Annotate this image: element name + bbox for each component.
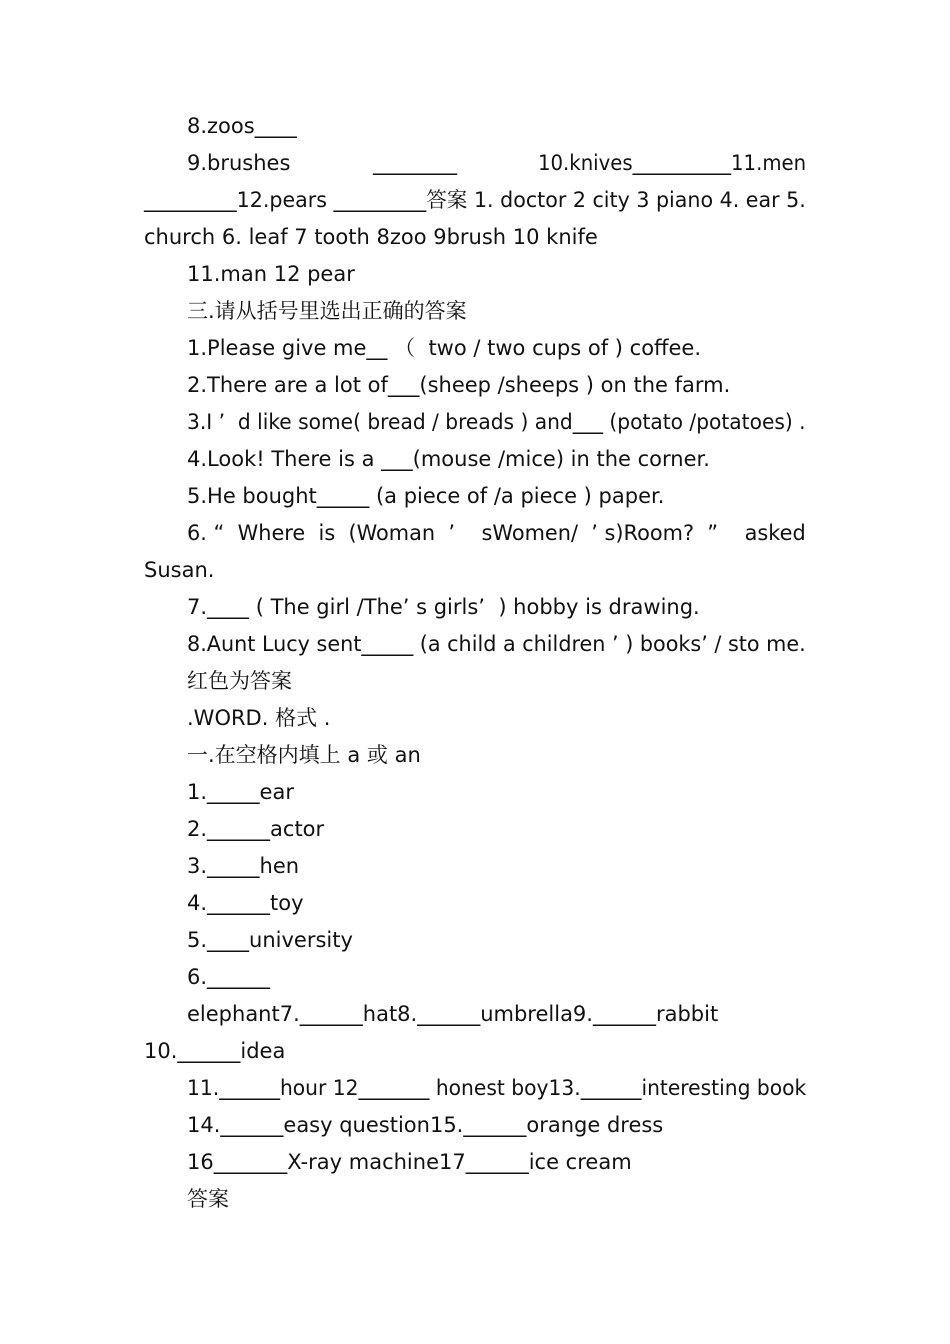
text-line: 11.______hour 12_______ honest boy13.______interesting book	[187, 1076, 807, 1100]
text-line: 10.______idea	[144, 1039, 286, 1063]
section-heading: 一.在空格内填上 a 或 an	[187, 743, 421, 767]
text-line: church 6. leaf 7 tooth 8zoo 9brush 10 knife	[144, 225, 598, 249]
text-line: ________	[373, 151, 457, 175]
text-line: 14.______easy question15.______orange dress	[187, 1113, 664, 1137]
text-line: 红色为答案	[187, 669, 292, 693]
text-line: 5.____university	[187, 928, 353, 952]
text-line: 6.______	[187, 965, 271, 989]
text-line: .WORD. 格式 .	[187, 706, 331, 730]
text-line: 1.Please give me__ （ two / two cups of ) coffee.	[187, 336, 702, 360]
text-line: 1._____ear	[187, 780, 294, 804]
text-line: 9.brushes	[187, 151, 291, 175]
text-line: 8.Aunt Lucy sent_____ (a child a children ’ ) books’ / sto me.	[187, 632, 806, 656]
text-line: 10.knives__________11.men	[538, 151, 807, 175]
text-line: 16_______X-ray machine17______ice cream	[187, 1150, 632, 1174]
text-line: 5.He bought_____ (a piece of /a piece ) paper.	[187, 484, 665, 508]
text-line: 6. “ Where is (Woman ’ sWomen/ ’ s)Room? ” asked	[187, 521, 806, 545]
section-heading: 三.请从括号里选出正确的答案	[187, 299, 467, 323]
text-line: 2.______actor	[187, 817, 325, 841]
text-line: 8.zoos____	[187, 114, 297, 138]
text-line: _________12.pears _________答案 1. doctor 2 city 3 piano 4. ear 5.	[144, 188, 806, 212]
text-line: 3.I ’ d like some( bread / breads ) and___ (potato /potatoes) .	[187, 410, 806, 434]
text-line: elephant7.______hat8.______umbrella9.______rabbit	[187, 1002, 719, 1026]
text-line: 7.____ ( The girl /The’ s girls’ ) hobby is drawing.	[187, 595, 700, 619]
text-line: 4.Look! There is a ___(mouse /mice) in the corner.	[187, 447, 710, 471]
text-line: 4.______toy	[187, 891, 304, 915]
text-line: 2.There are a lot of___(sheep /sheeps ) on the farm.	[187, 373, 731, 397]
section-heading: 答案	[187, 1187, 229, 1211]
text-line: 11.man 12 pear	[187, 262, 355, 286]
text-line: Susan.	[144, 558, 215, 582]
text-line: 3._____hen	[187, 854, 300, 878]
